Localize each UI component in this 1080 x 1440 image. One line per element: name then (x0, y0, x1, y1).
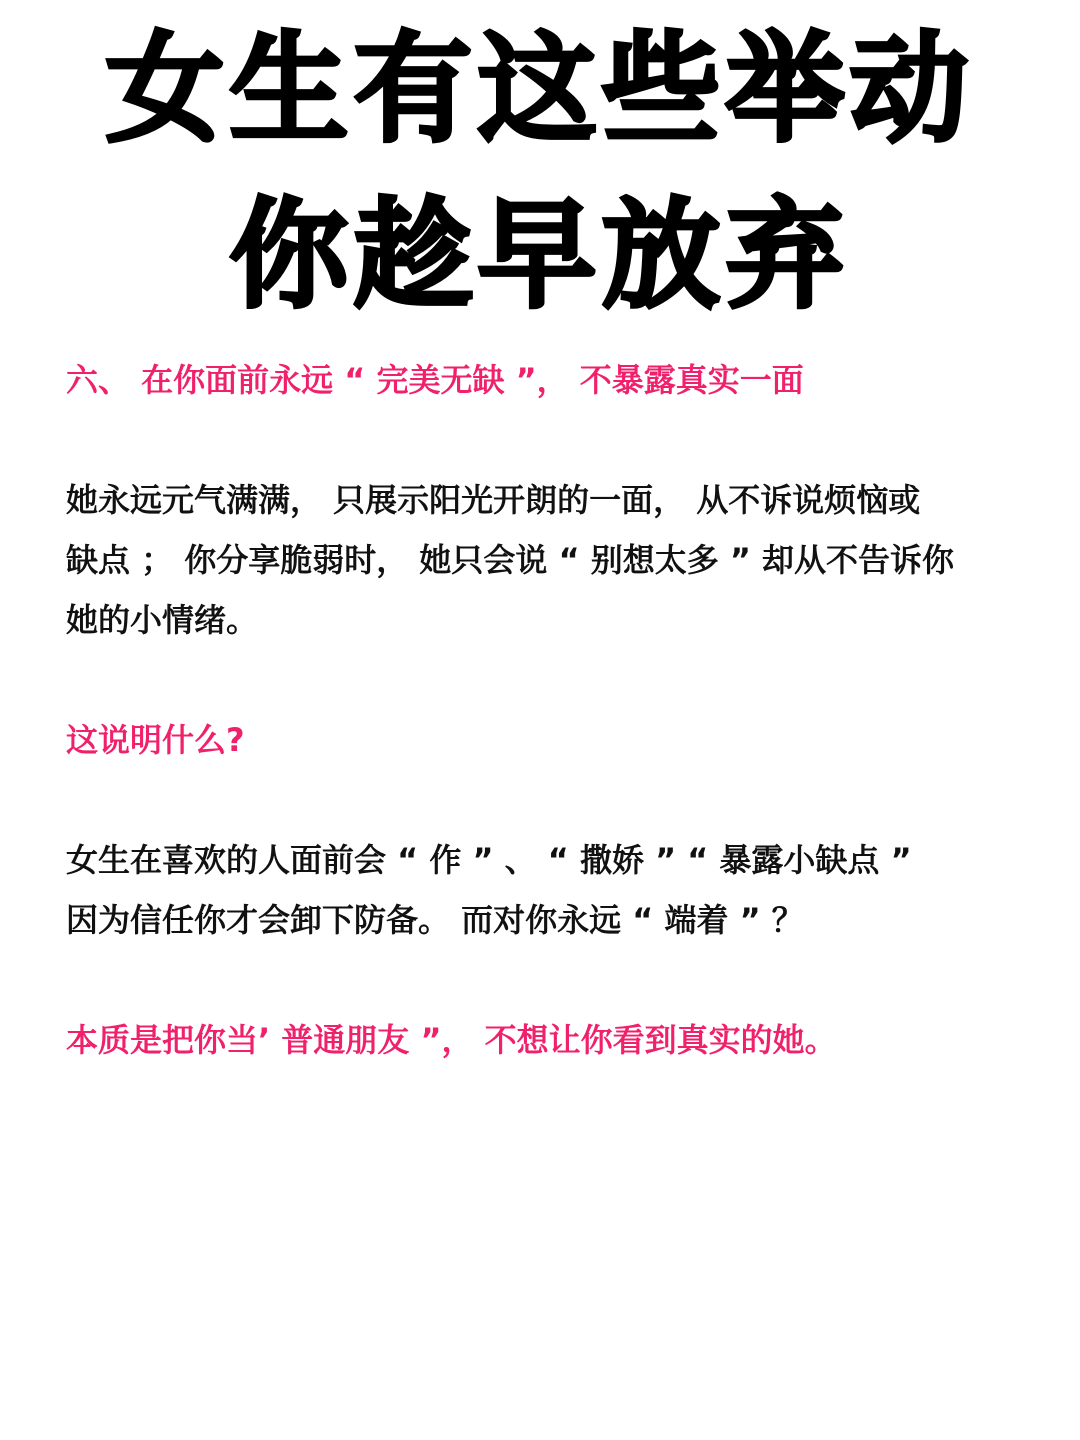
paragraph-line: 她的小情绪。 (66, 601, 259, 639)
paragraph-line: 因为信任你才会卸下防备。 而对你永远 “ 端着 ” ？ (66, 901, 804, 939)
paragraph-line: 女生在喜欢的人面前会 “ 作 ” 、 “ 撒娇 ” “ 暴露小缺点 ” (66, 841, 912, 879)
title-line-1: 女生有这些举动 (105, 20, 974, 158)
question-heading: 这说明什么? (66, 721, 245, 759)
title-line-2: 你趁早放弃 (229, 186, 850, 324)
paragraph-description (66, 470, 1026, 650)
conclusion-text: 本质是把你当’ 普通朋友 ”， 不想让你看到真实的她。 (66, 1021, 837, 1059)
paragraph-line: 她永远元气满满， 只展示阳光开朗的一面， 从不诉说烦恼或 (66, 481, 921, 519)
paragraph-line: 缺点 ； 你分享脆弱时， 她只会说 “ 别想太多 ” 却从不告诉你 (66, 541, 955, 579)
section-heading: 六、 在你面前永远 “ 完美无缺 ”， 不暴露真实一面 (66, 361, 804, 399)
paragraph-explanation (66, 830, 1026, 950)
